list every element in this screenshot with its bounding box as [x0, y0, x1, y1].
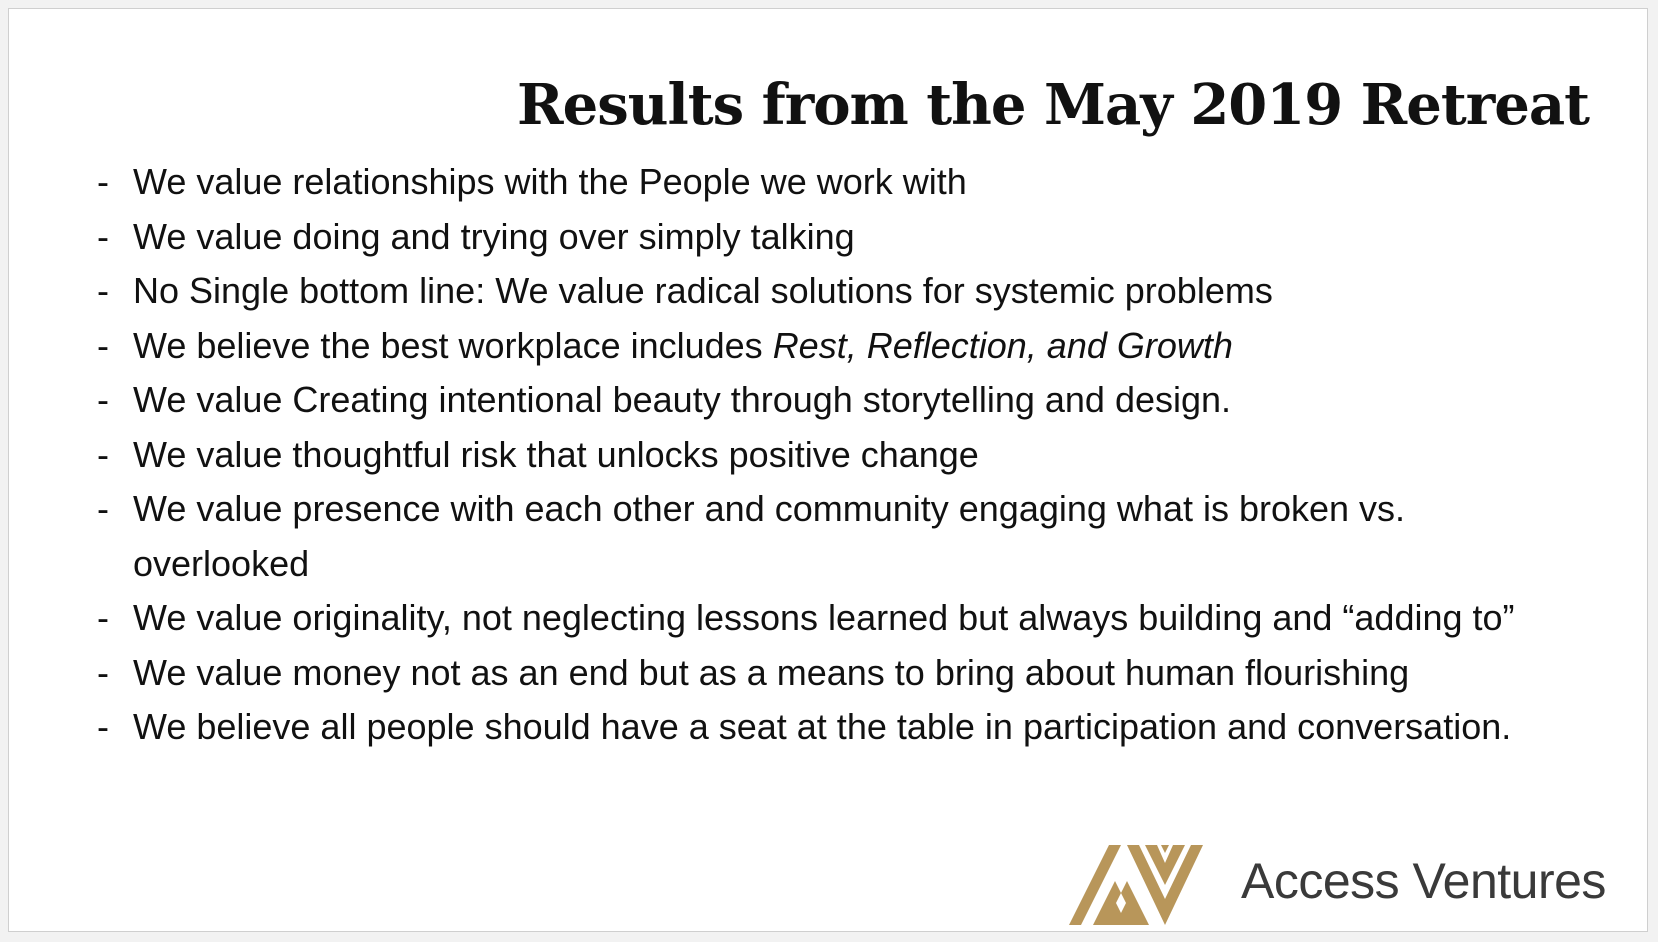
- bullet-dash: -: [97, 488, 109, 529]
- values-list: [97, 155, 1567, 755]
- list-item-text: We believe the best workplace includes: [133, 324, 773, 366]
- list-item: [97, 373, 1567, 428]
- list-item: [97, 264, 1567, 319]
- list-item: [97, 646, 1567, 701]
- bullet-dash: -: [97, 706, 109, 747]
- bullet-dash: -: [97, 379, 109, 420]
- list-item-text: We value originality, not neglecting lessons learned but always building and “adding to”: [133, 597, 1515, 638]
- list-item-text: We value Creating intentional beauty through storytelling and design.: [133, 379, 1232, 420]
- bullet-dash: -: [97, 161, 109, 202]
- list-item-text: We value relationships with the People we work with: [133, 161, 967, 202]
- list-item: [97, 210, 1567, 265]
- list-item-emphasis: Rest, Reflection, and Growth: [772, 324, 1233, 366]
- bullet-dash: -: [97, 597, 109, 638]
- list-item-text: We value doing and trying over simply talking: [133, 215, 855, 257]
- list-item-text: We value presence with each other and community engaging what is broken vs. overlooked: [133, 488, 1406, 584]
- list-item: [97, 482, 1567, 591]
- bullet-dash: -: [97, 433, 109, 475]
- list-item-text: We believe all people should have a seat at the table in participation and conversation.: [133, 706, 1512, 747]
- list-item: [97, 700, 1567, 755]
- bullet-dash: -: [97, 651, 109, 693]
- list-item-text: We value thoughtful risk that unlocks positive change: [133, 433, 979, 475]
- logo-text: Access Ventures: [1241, 853, 1606, 909]
- bullet-dash: -: [97, 324, 109, 366]
- bullet-dash: -: [97, 270, 109, 311]
- list-item: [97, 319, 1567, 374]
- access-ventures-logo: [1069, 845, 1644, 925]
- list-item: [97, 428, 1567, 483]
- access-ventures-logo-mark-icon: [1069, 845, 1219, 925]
- list-item: [97, 591, 1567, 646]
- list-item: [97, 155, 1567, 210]
- list-item-text: No Single bottom line: We value radical solutions for systemic problems: [133, 270, 1273, 311]
- slide-title: Results from the May 2019 Retreat: [517, 72, 1589, 138]
- list-item-text: We value money not as an end but as a means to bring about human flourishing: [133, 651, 1410, 693]
- bullet-dash: -: [97, 215, 109, 257]
- slide: [8, 8, 1648, 932]
